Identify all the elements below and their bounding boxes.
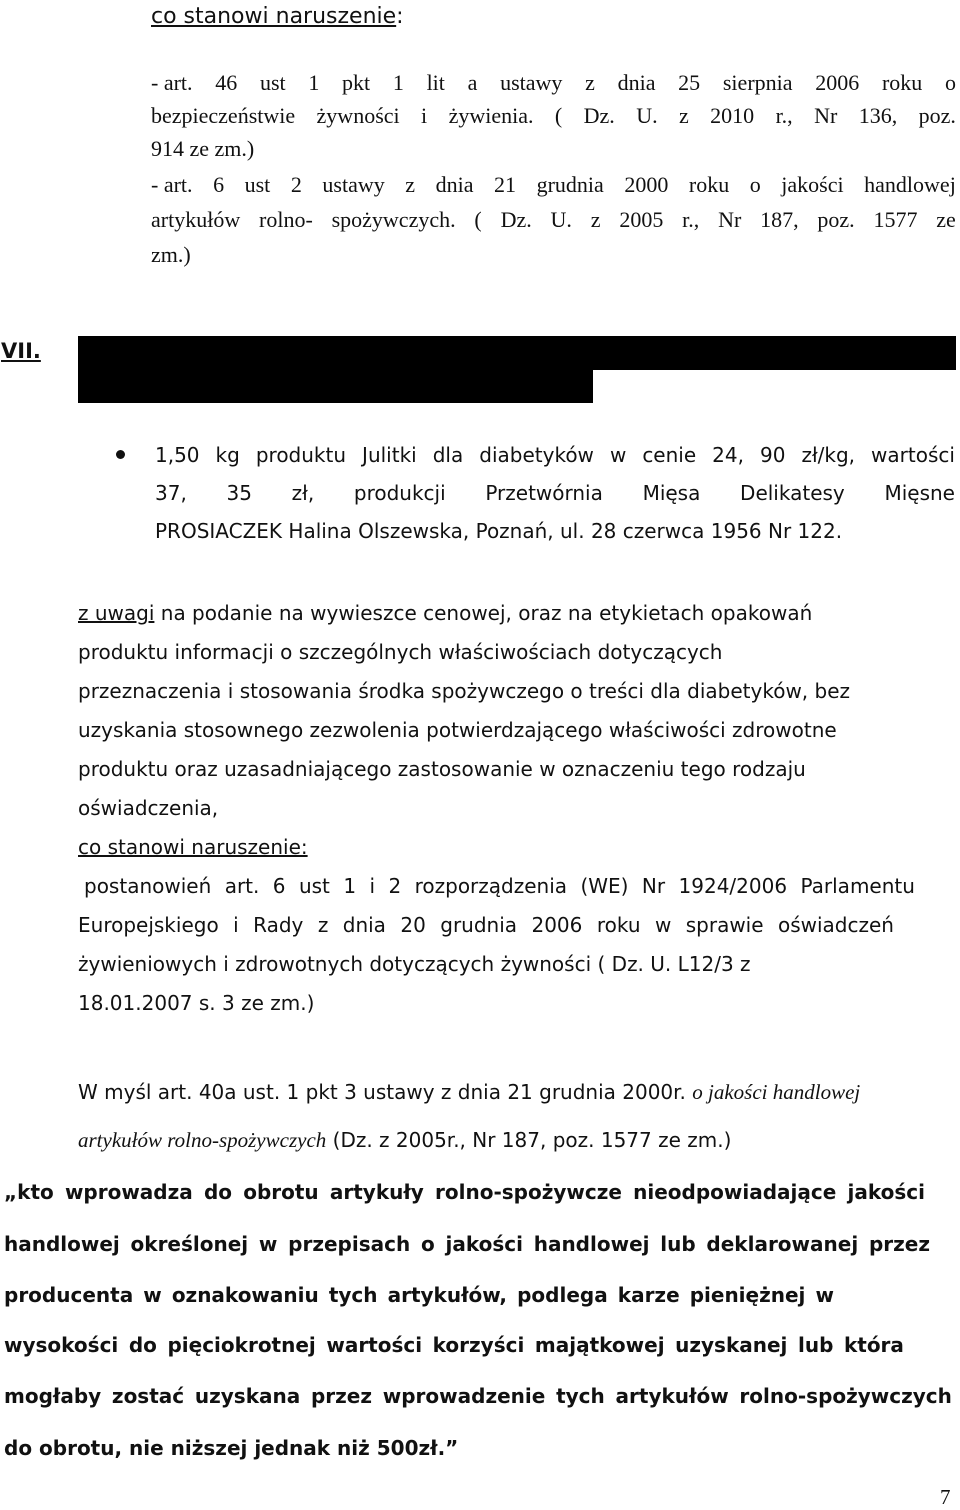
violation-line-1 — [84, 867, 915, 906]
word: ust — [259, 70, 286, 95]
act-title-part-2: artykułów rolno-spożywczych — [78, 1128, 327, 1152]
product-line-3: PROSIACZEK Halina Olszewska, Poznań, ul. 28 czerwca 1956 Nr 122. — [155, 519, 843, 543]
word: bezpieczeństwie — [151, 103, 296, 128]
redaction-bar-1 — [78, 336, 956, 370]
word: jakości — [445, 1232, 523, 1256]
word: 1 — [308, 70, 320, 95]
bullet-icon — [116, 450, 125, 459]
word: dnia — [617, 70, 656, 95]
word: 24, — [712, 443, 744, 467]
word: r., — [775, 103, 793, 128]
word: lit — [426, 70, 445, 95]
violation-heading-text: co stanowi naruszenie — [151, 4, 397, 29]
word: zł, — [291, 481, 315, 505]
word: dla — [432, 443, 464, 467]
word: rozporządzenia — [414, 874, 568, 898]
reason-line-5: produktu oraz uzasadniającego zastosowanie w oznaczeniu tego rodzaju — [78, 757, 806, 781]
word: Przetwórnia — [485, 481, 603, 505]
word: dnia — [435, 172, 474, 197]
word: majątkowej — [534, 1333, 665, 1357]
word: wysokości — [4, 1333, 119, 1357]
word: Mięsne — [884, 481, 955, 505]
word: art. — [224, 874, 260, 898]
word: U. — [550, 207, 572, 232]
product-line-2 — [155, 474, 955, 513]
word: o — [749, 172, 761, 197]
word: wprowadza — [64, 1180, 193, 1204]
word: uzyskana — [194, 1384, 301, 1408]
word: Julitki — [362, 443, 417, 467]
word: podlega — [517, 1283, 608, 1307]
word: cenie — [642, 443, 697, 467]
word: określonej — [130, 1232, 249, 1256]
word: w — [609, 443, 627, 467]
word: 20 — [400, 913, 426, 937]
word: (WE) — [580, 874, 629, 898]
word: przepisach — [288, 1232, 411, 1256]
act-title-part-1: o jakości handlowej — [692, 1080, 861, 1104]
word: mogłaby — [4, 1384, 102, 1408]
word: - art. — [151, 172, 193, 197]
word: tych — [556, 1384, 605, 1408]
word: o — [420, 1232, 435, 1256]
legal-basis-line-1 — [78, 1068, 860, 1116]
word: 6 — [272, 874, 286, 898]
word: i — [369, 874, 376, 898]
word: ( — [554, 103, 563, 128]
word: wartości — [326, 1333, 423, 1357]
page-number: 7 — [940, 1485, 951, 1509]
word: obrotu — [243, 1180, 319, 1204]
word: nieodpowiadające — [633, 1180, 837, 1204]
word: Nr — [641, 874, 666, 898]
word: 2 — [388, 874, 402, 898]
word: lub — [797, 1333, 834, 1357]
word: 25 — [678, 70, 701, 95]
word: r., — [682, 207, 700, 232]
word: artykuły — [329, 1180, 424, 1204]
word: 37, — [155, 481, 187, 505]
reason-line-3: przeznaczenia i stosowania środka spożywczego o treści dla diabetyków, bez — [78, 679, 851, 703]
word: wprowadzenie — [382, 1384, 546, 1408]
quote-line-5 — [4, 1384, 952, 1408]
word: korzyści — [432, 1333, 525, 1357]
quote-line-4 — [4, 1333, 904, 1357]
word: rolno-spożywcze — [435, 1180, 622, 1204]
word: sierpnia — [722, 70, 793, 95]
word: U. — [636, 103, 658, 128]
word: 1 — [343, 874, 357, 898]
word: ( — [474, 207, 482, 232]
violation-heading-colon: : — [396, 4, 404, 29]
word: 187, — [760, 207, 799, 232]
legal-basis-line-2-text: (Dz. z 2005r., Nr 187, poz. 1577 ze zm.) — [326, 1128, 732, 1152]
word: poz. — [918, 103, 956, 128]
reason-line-1 — [78, 594, 812, 633]
word: deklarowanej — [706, 1232, 859, 1256]
word: postanowień — [84, 874, 212, 898]
word: zostać — [111, 1384, 185, 1408]
legal-basis-item-1-line-1 — [151, 68, 956, 98]
word: Dz. — [583, 103, 615, 128]
word: z — [590, 207, 601, 232]
word: w — [143, 1283, 162, 1307]
word: ust — [298, 874, 330, 898]
word: pięciokrotnej — [167, 1333, 316, 1357]
word: kg — [215, 443, 240, 467]
legal-basis-line-1-text: W myśl art. 40a ust. 1 pkt 3 ustawy z dnia 21 grudnia 2000r. — [78, 1080, 693, 1104]
word: 2006 — [815, 70, 860, 95]
quote-line-2 — [4, 1232, 930, 1256]
word: wartości — [871, 443, 955, 467]
legal-basis-line-2 — [78, 1116, 731, 1164]
legal-basis-item-1-line-2 — [151, 101, 956, 131]
violation-line-4: 18.01.2007 s. 3 ze zm.) — [78, 991, 315, 1015]
word: 2010 — [710, 103, 755, 128]
word: 1577 — [873, 207, 918, 232]
word: uzyskanej — [675, 1333, 788, 1357]
word: ze — [936, 207, 956, 232]
reason-line-1-text: na podanie na wywieszce cenowej, oraz na etykietach opakowań — [154, 601, 813, 625]
product-line-1 — [155, 436, 955, 475]
word: lub — [660, 1232, 696, 1256]
word: i — [233, 913, 239, 937]
violation-line-3: żywieniowych i zdrowotnych dotyczących żywności ( Dz. U. L12/3 z — [78, 952, 751, 976]
word: jakości — [781, 172, 844, 197]
word: jakości — [847, 1180, 925, 1204]
word: produktu — [255, 443, 347, 467]
quote-line-6: do obrotu, nie niższej jednak niż 500zł.” — [4, 1436, 459, 1460]
word: roku — [881, 70, 923, 95]
word: ust — [244, 172, 271, 197]
violation-line-2 — [78, 906, 894, 945]
word: 21 — [494, 172, 517, 197]
word: grudnia — [536, 172, 604, 197]
word: i — [421, 103, 428, 128]
word: do — [128, 1333, 157, 1357]
word: tych — [328, 1283, 378, 1307]
word: handlowej — [864, 172, 956, 197]
word: - art. — [151, 70, 193, 95]
word: sprawie — [685, 913, 764, 937]
word: z — [405, 172, 416, 197]
word: Dz. — [500, 207, 532, 232]
redaction-bar-2 — [78, 370, 593, 403]
word: 46 — [215, 70, 238, 95]
section-number: VII. — [1, 339, 41, 363]
word: Nr — [814, 103, 838, 128]
word: artykułów — [615, 1384, 729, 1408]
word: 1,50 — [155, 443, 200, 467]
word: pieniężnej — [689, 1283, 806, 1307]
word: rolno-spożywczych — [739, 1384, 952, 1408]
quote-line-3 — [4, 1283, 834, 1307]
word: w — [258, 1232, 278, 1256]
word: dnia — [342, 913, 386, 937]
word: z — [317, 913, 329, 937]
word: zł/kg, — [801, 443, 856, 467]
word: 2000 — [624, 172, 669, 197]
legal-basis-item-1-line-3: 914 ze zm.) — [151, 136, 255, 161]
word: o — [944, 70, 956, 95]
word: Mięsa — [642, 481, 701, 505]
word: z — [678, 103, 689, 128]
word: ustawy — [322, 172, 385, 197]
word: a — [467, 70, 478, 95]
word: „kto — [4, 1180, 54, 1204]
word: żywności — [316, 103, 400, 128]
word: oznakowaniu — [171, 1283, 319, 1307]
word: Rady — [253, 913, 304, 937]
word: 136, — [858, 103, 898, 128]
reason-line-2: produktu informacji o szczególnych właściwościach dotyczących — [78, 640, 723, 664]
word: 2 — [290, 172, 302, 197]
word: karze — [617, 1283, 680, 1307]
word: produkcji — [353, 481, 446, 505]
word: przez — [310, 1384, 373, 1408]
word: z — [585, 70, 595, 95]
word: roku — [688, 172, 730, 197]
word: poz. — [817, 207, 855, 232]
legal-basis-item-2-line-3: zm.) — [151, 242, 191, 267]
word: artykułów, — [387, 1283, 508, 1307]
word: 1924/2006 — [678, 874, 788, 898]
word: grudnia — [440, 913, 518, 937]
violation-heading-1 — [151, 2, 404, 32]
word: żywienia. — [448, 103, 534, 128]
word: przez — [868, 1232, 930, 1256]
word: 1 — [392, 70, 404, 95]
word: Parlamentu — [800, 874, 915, 898]
word: Nr — [718, 207, 742, 232]
word: handlowej — [4, 1232, 120, 1256]
quote-line-1 — [4, 1180, 925, 1204]
word: artykułów — [151, 207, 241, 232]
word: 2006 — [531, 913, 583, 937]
word: roku — [596, 913, 641, 937]
word: do — [203, 1180, 233, 1204]
word: 90 — [760, 443, 786, 467]
word: w — [815, 1283, 834, 1307]
word: 2005 — [619, 207, 664, 232]
word: która — [843, 1333, 904, 1357]
word: w — [654, 913, 672, 937]
word: spożywczych. — [331, 207, 456, 232]
word: pkt — [342, 70, 371, 95]
reason-lead: z uwagi — [78, 601, 155, 625]
word: oświadczeń — [777, 913, 894, 937]
word: diabetyków — [479, 443, 594, 467]
word: rolno- — [259, 207, 313, 232]
word: ustawy — [500, 70, 563, 95]
violation-heading-2: co stanowi naruszenie: — [78, 835, 308, 859]
legal-basis-item-2-line-1 — [151, 170, 956, 200]
legal-basis-item-2-line-2 — [151, 205, 956, 235]
word: 35 — [226, 481, 252, 505]
word: 6 — [213, 172, 225, 197]
word: handlowej — [533, 1232, 650, 1256]
word: Europejskiego — [78, 913, 219, 937]
word: Delikatesy — [740, 481, 845, 505]
reason-line-6: oświadczenia, — [78, 796, 219, 820]
word: producenta — [4, 1283, 134, 1307]
reason-line-4: uzyskania stosownego zezwolenia potwierdzającego właściwości zdrowotne — [78, 718, 837, 742]
